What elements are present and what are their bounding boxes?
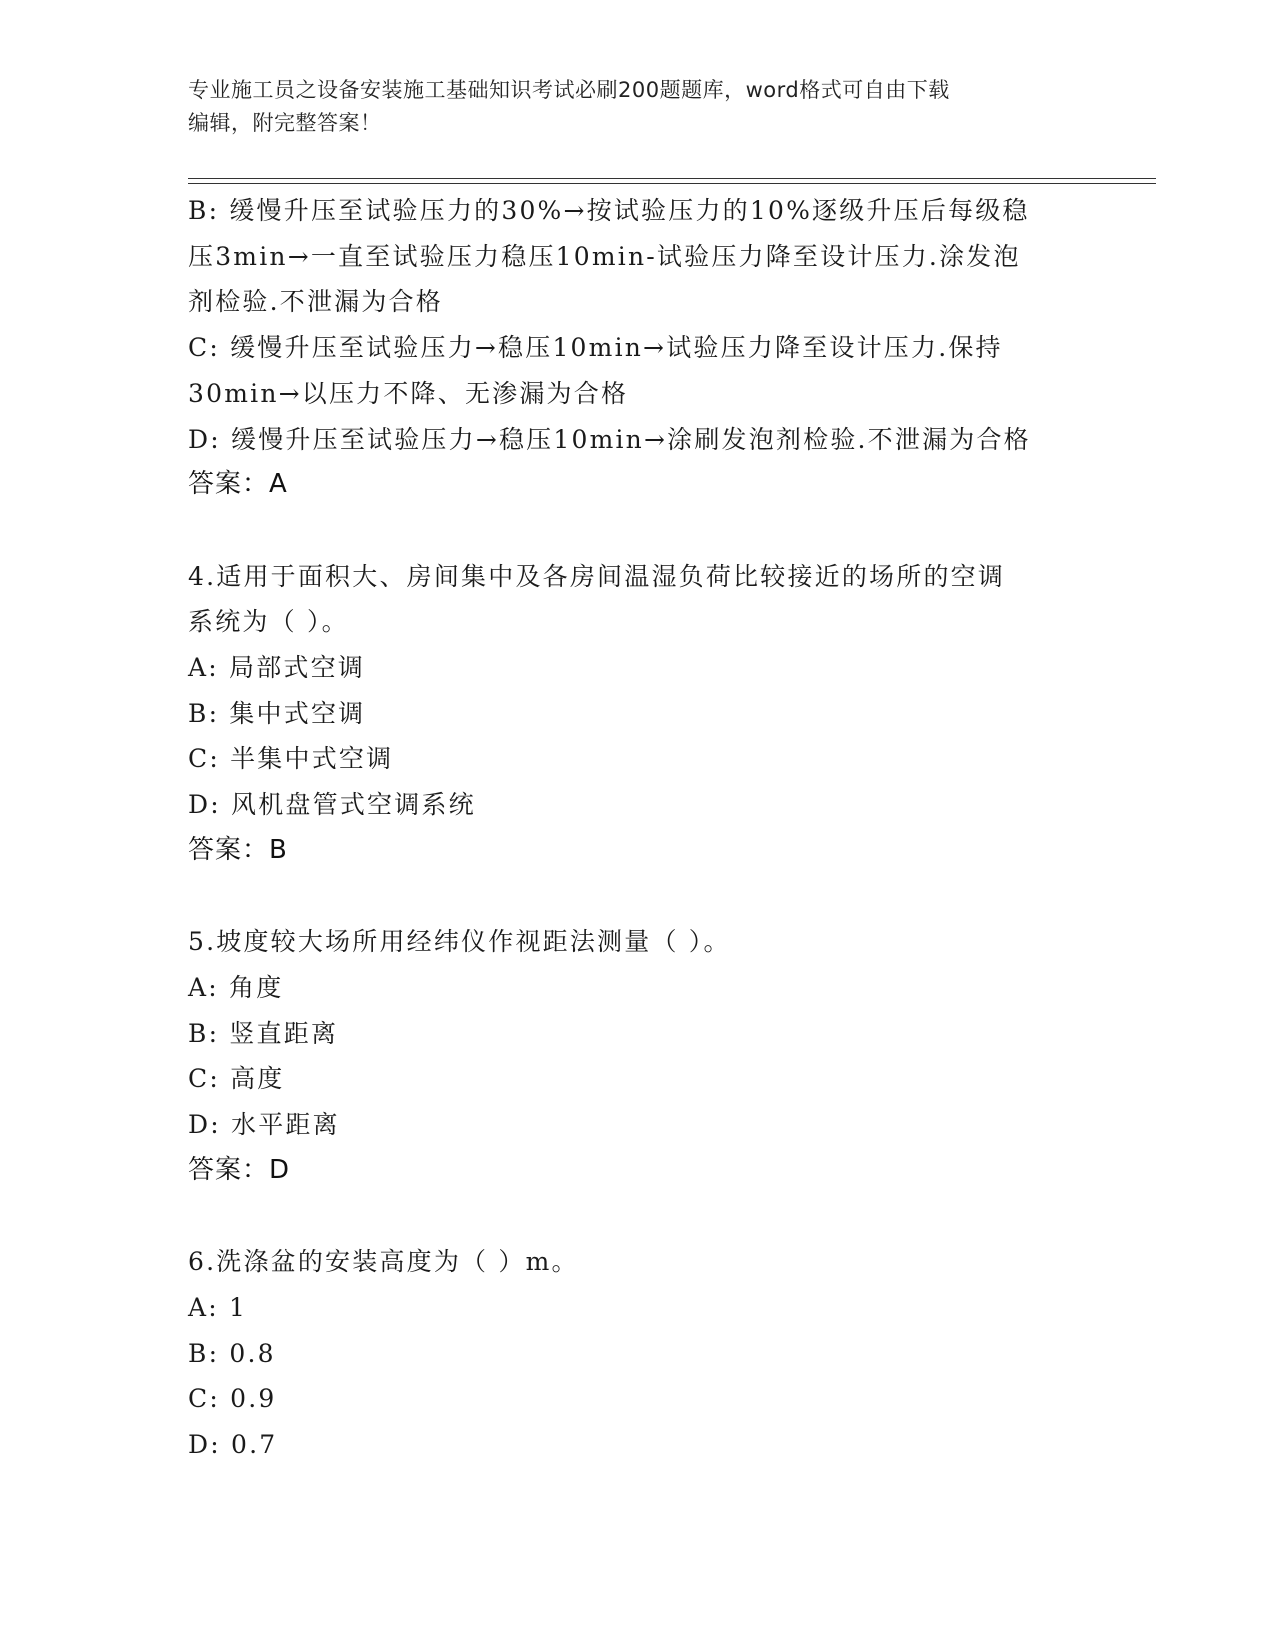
q6-option-d: D: 0.7 — [188, 1429, 278, 1459]
q4-option-b: B: 集中式空调 — [188, 698, 366, 728]
question-6 — [188, 1239, 1088, 1468]
q3-option-d-line-1: D: 缓慢升压至试验压力→稳压10min→涂刷发泡剂检验.不泄漏为合格 — [188, 424, 1031, 454]
q3-answer: 答案：A — [188, 469, 288, 500]
q3-option-c-line-1: C: 缓慢升压至试验压力→稳压10min→试验压力降至设计压力.保持 — [188, 333, 1003, 363]
q4-answer: 答案：B — [188, 834, 288, 865]
q5-option-c: C: 高度 — [188, 1064, 285, 1094]
q4-option-c: C: 半集中式空调 — [188, 744, 394, 774]
document-body — [188, 188, 1088, 1468]
q3-option-b-line-2: 压3min→一直至试验压力稳压10min-试验压力降至设计压力.涂发泡 — [188, 241, 1021, 271]
q4-option-a: A: 局部式空调 — [188, 653, 366, 683]
q5-option-b: B: 竖直距离 — [188, 1018, 339, 1048]
q3-option-c-line-2: 30min→以压力不降、无渗漏为合格 — [188, 378, 629, 408]
header-divider-bottom — [188, 183, 1156, 184]
spacer — [188, 1193, 1088, 1239]
spacer — [188, 508, 1088, 554]
header-title-line-2: 编辑，附完整答案！ — [188, 111, 382, 135]
q5-option-a: A: 角度 — [188, 972, 284, 1002]
q5-question-line-1: 5.坡度较大场所用经纬仪作视距法测量（ ）。 — [188, 927, 731, 957]
spacer — [188, 874, 1088, 920]
q4-question-line-2: 系统为（ ）。 — [188, 607, 349, 637]
q6-option-c: C: 0.9 — [188, 1384, 277, 1414]
header-divider-top — [188, 178, 1156, 179]
q6-option-a: A: 1 — [188, 1292, 248, 1322]
q6-question-line-1: 6.洗涤盆的安装高度为（ ）m。 — [188, 1247, 579, 1277]
q4-option-d: D: 风机盘管式空调系统 — [188, 790, 476, 820]
q3-option-b-line-3: 剂检验.不泄漏为合格 — [188, 287, 443, 317]
q3-option-b-line-1: B: 缓慢升压至试验压力的30%→按试验压力的10%逐级升压后每级稳 — [188, 196, 1030, 225]
document-header — [188, 74, 1078, 140]
question-3-continued — [188, 188, 1088, 508]
question-5 — [188, 919, 1088, 1193]
q4-question-line-1: 4.适用于面积大、房间集中及各房间温湿负荷比较接近的场所的空调 — [188, 561, 1006, 591]
header-title-line-1: 专业施工员之设备安装施工基础知识考试必刷200题题库，word格式可自由下载 — [188, 78, 950, 102]
q5-option-d: D: 水平距离 — [188, 1110, 340, 1140]
q5-answer: 答案：D — [188, 1154, 291, 1185]
question-4 — [188, 554, 1088, 874]
q6-option-b: B: 0.8 — [188, 1338, 276, 1368]
